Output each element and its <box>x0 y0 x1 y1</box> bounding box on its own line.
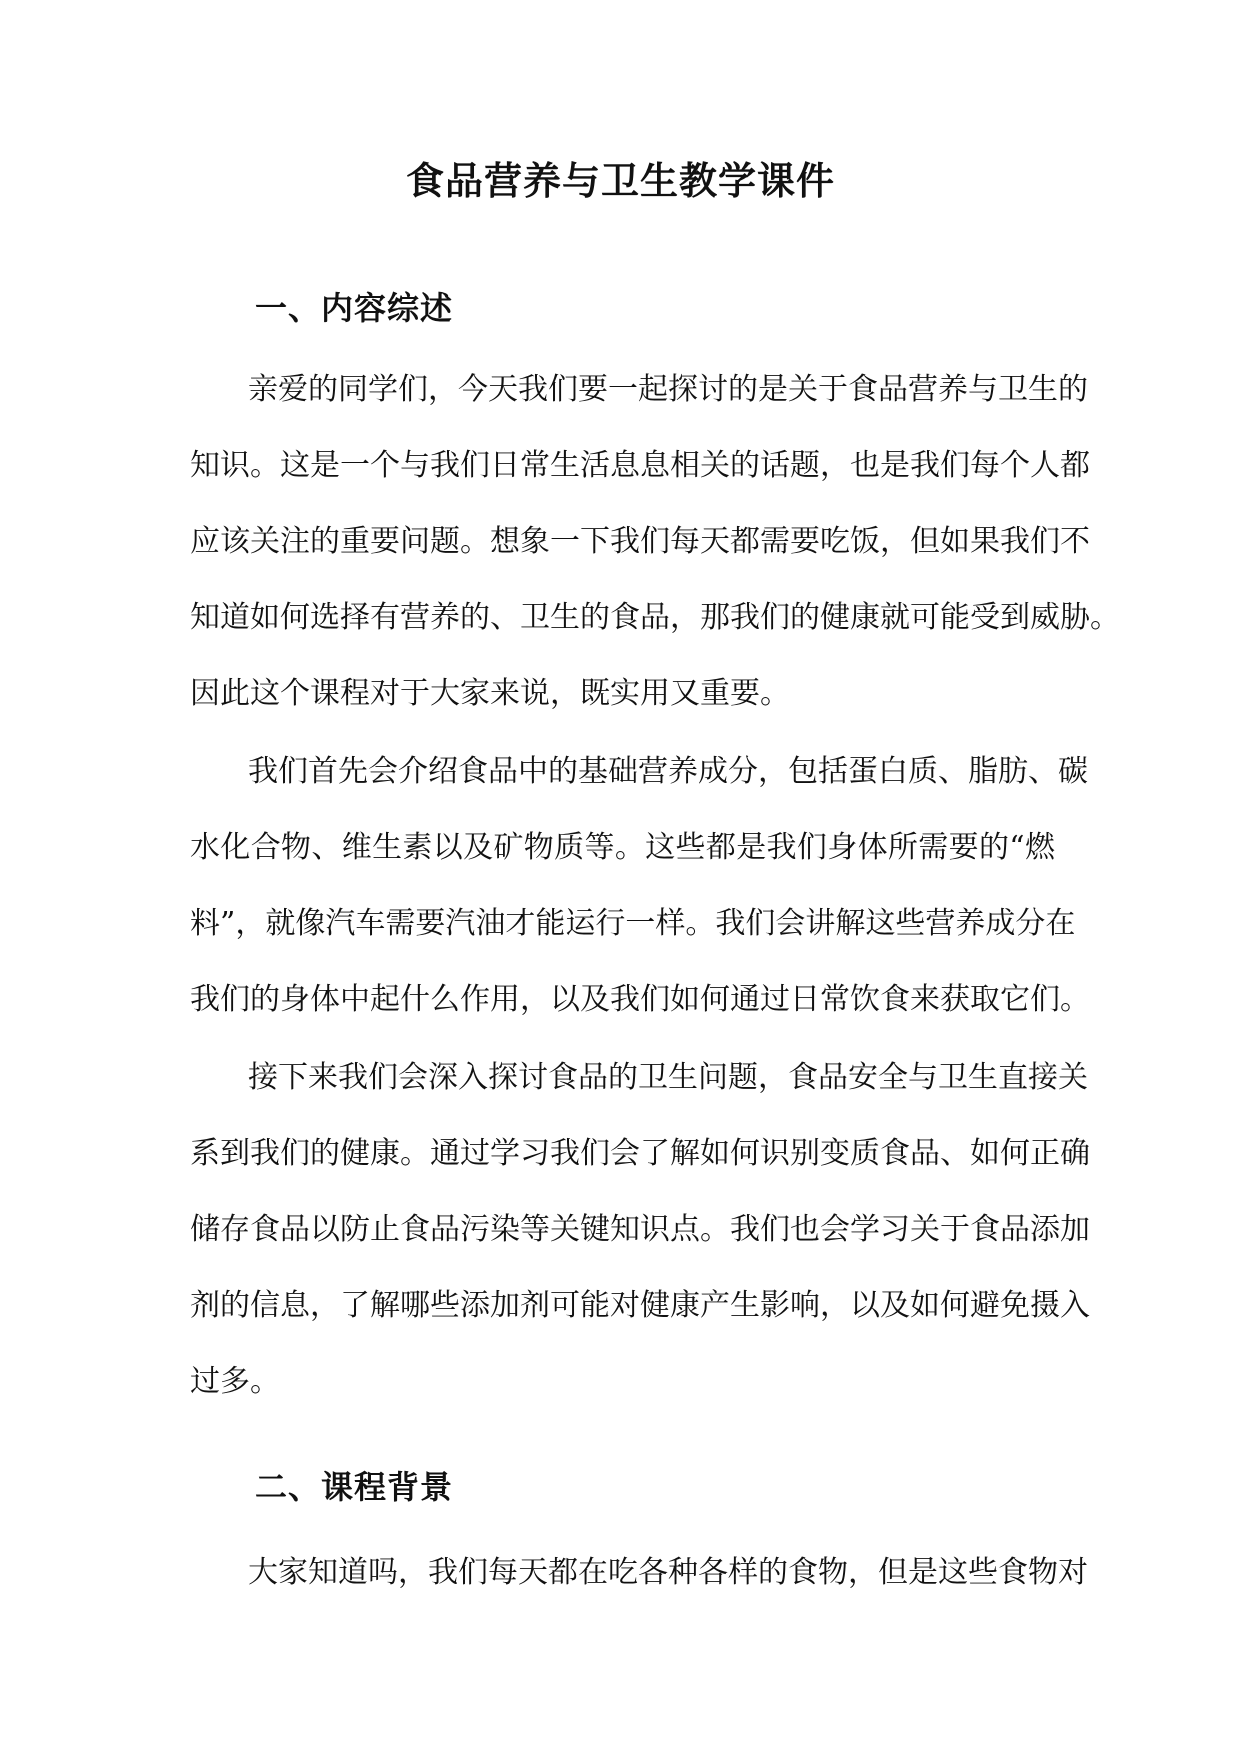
text-line: 剂的信息，了解哪些添加剂可能对健康产生影响，以及如何避免摄入 <box>190 1288 1090 1323</box>
text-line: 因此这个课程对于大家来说，既实用又重要。 <box>190 676 790 711</box>
text-line: 知道如何选择有营养的、卫生的食品，那我们的健康就可能受到威胁。 <box>190 600 1120 635</box>
section-heading-background: 二、课程背景 <box>255 1468 454 1506</box>
paragraph-introduction <box>190 352 1120 732</box>
section-heading-overview: 一、内容综述 <box>255 289 454 327</box>
text-line: 水化合物、维生素以及矿物质等。这些都是我们身体所需要的“燃 <box>190 830 1055 865</box>
text-line: 料”，就像汽车需要汽油才能运行一样。我们会讲解这些营养成分在 <box>190 906 1076 941</box>
paragraph-background <box>190 1535 1088 1611</box>
paragraph-hygiene <box>190 1040 1090 1420</box>
text-line: 过多。 <box>190 1364 280 1399</box>
text-line: 系到我们的健康。通过学习我们会了解如何识别变质食品、如何正确 <box>190 1136 1090 1171</box>
text-line: 应该关注的重要问题。想象一下我们每天都需要吃饭，但如果我们不 <box>190 524 1090 559</box>
document-title: 食品营养与卫生教学课件 <box>405 158 835 203</box>
text-line: 储存食品以防止食品污染等关键知识点。我们也会学习关于食品添加 <box>190 1212 1090 1247</box>
text-line: 接下来我们会深入探讨食品的卫生问题，食品安全与卫生直接关 <box>248 1060 1088 1095</box>
paragraph-nutrients <box>190 734 1090 1038</box>
text-line: 亲爱的同学们，今天我们要一起探讨的是关于食品营养与卫生的 <box>248 372 1088 407</box>
text-line: 我们的身体中起什么作用，以及我们如何通过日常饮食来获取它们。 <box>190 982 1090 1017</box>
text-line: 我们首先会介绍食品中的基础营养成分，包括蛋白质、脂肪、碳 <box>248 754 1088 789</box>
text-line: 大家知道吗，我们每天都在吃各种各样的食物，但是这些食物对 <box>248 1555 1088 1590</box>
text-line: 知识。这是一个与我们日常生活息息相关的话题，也是我们每个人都 <box>190 448 1090 483</box>
